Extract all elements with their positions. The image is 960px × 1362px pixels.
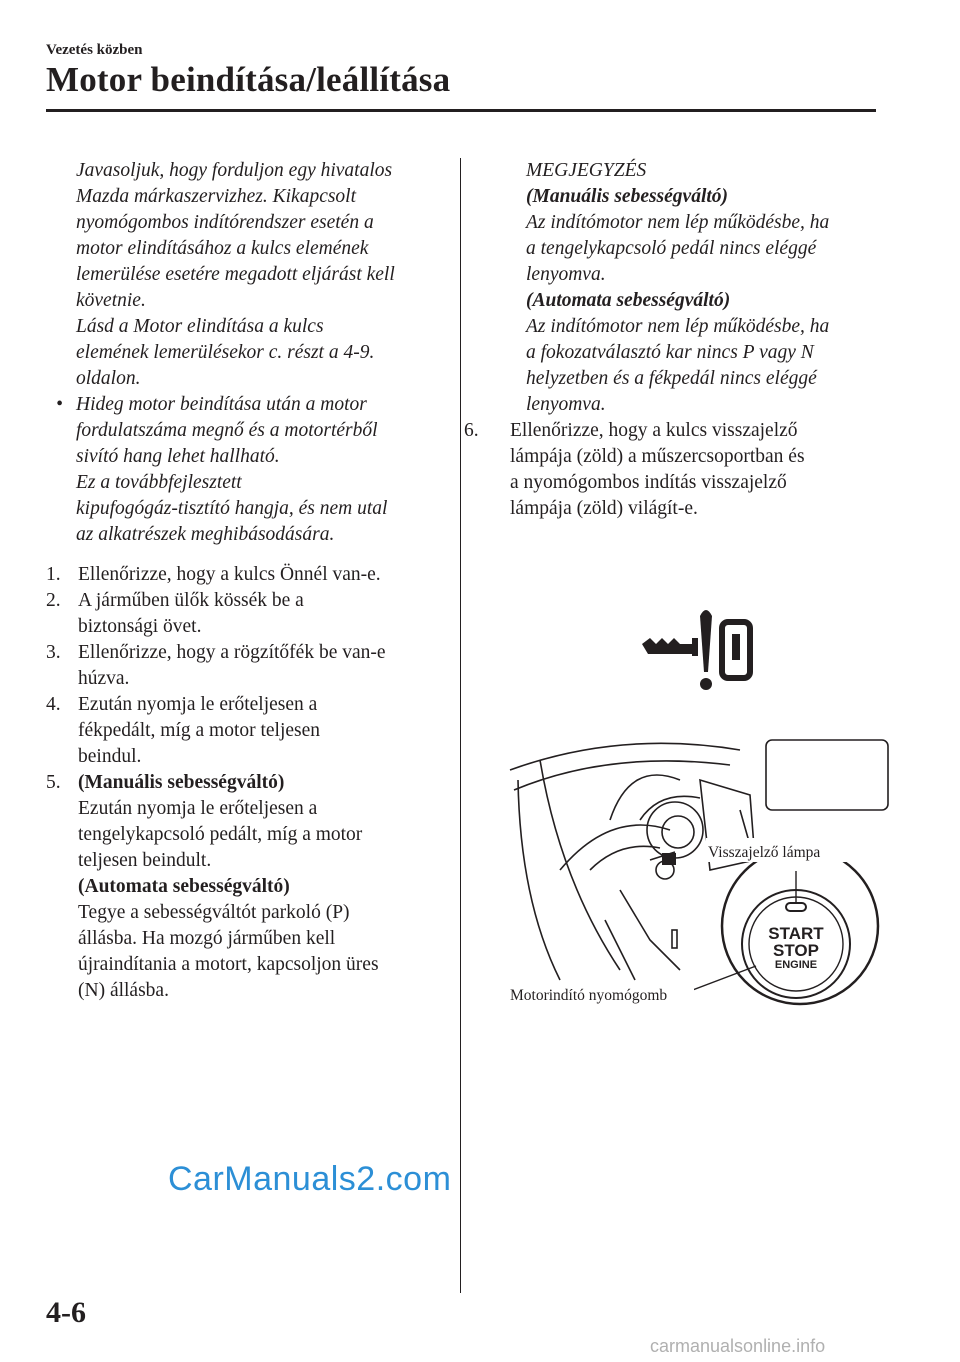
step-line: Tegye a sebességváltót parkoló (P) [78, 902, 350, 923]
bullet-line: fordulatszáma megnő és a motortérből [76, 420, 378, 441]
bullet-line: az alkatrészek meghibásodására. [76, 524, 335, 545]
note-line: nyomógombos indítórendszer esetén a [76, 212, 374, 233]
step-line: (N) állásba. [78, 980, 169, 1001]
engine-button-label: Motorindító nyomógomb [510, 987, 668, 1004]
step-4 [46, 692, 446, 770]
note-line: a fokozatválasztó kar nincs P vagy N [526, 342, 814, 363]
bullet-item [46, 392, 446, 548]
step-6 [464, 418, 886, 522]
note-line: követnie. [76, 290, 146, 311]
step-line: fékpedált, míg a motor teljesen [78, 720, 321, 741]
note-heading: MEGJEGYZÉS [526, 160, 647, 181]
bullet-icon: • [56, 394, 63, 415]
step-line: állásba. Ha mozgó járműben kell [78, 928, 336, 949]
title-rule [46, 109, 876, 112]
note-line: a tengelykapcsoló pedál nincs eléggé [526, 238, 817, 259]
section-label: Vezetés közben [46, 42, 143, 58]
note-line: helyzetben és a fékpedál nincs eléggé [526, 368, 817, 389]
step-2 [46, 588, 446, 640]
note-continuation [46, 158, 446, 392]
bullet-line: Ez a továbbfejlesztett [76, 472, 242, 493]
note-line: motor elindításához a kulcs elemének [76, 238, 369, 259]
left-column [46, 158, 446, 1004]
page-number: 4-6 [46, 1296, 86, 1329]
step-subheading: (Manuális sebességváltó) [78, 772, 285, 793]
step-line: a nyomógombos indítás visszajelző [510, 472, 787, 493]
step-line: biztonsági övet. [78, 616, 202, 637]
step-line: lámpája (zöld) világít-e. [510, 498, 698, 519]
note-line: Lásd a Motor elindítása a kulcs [76, 316, 324, 337]
step-line: Ellenőrizze, hogy a kulcs Önnél van-e. [78, 564, 381, 585]
key-warning-icon [640, 600, 760, 692]
step-5 [46, 770, 446, 1004]
bullet-line: Hideg motor beindítása után a motor [76, 394, 367, 415]
step-line: Ellenőrizze, hogy a rögzítőfék be van-e [78, 642, 386, 663]
column-divider [460, 158, 461, 1293]
bullet-line: sivító hang lehet hallható. [76, 446, 280, 467]
step-1 [46, 562, 446, 588]
note-line: Az indítómotor nem lép működésbe, ha [526, 316, 830, 337]
note-line: lenyomva. [526, 264, 606, 285]
step-line: lámpája (zöld) a műszercsoportban és [510, 446, 805, 467]
note-line: lenyomva. [526, 394, 606, 415]
right-column [464, 158, 886, 522]
step-line: beindul. [78, 746, 142, 767]
step-number: 4. [46, 694, 61, 715]
watermark: CarManuals2.com [168, 1160, 452, 1198]
start-label: START [768, 924, 824, 943]
step-3 [46, 640, 446, 692]
step-line: A járműben ülők kössék be a [78, 590, 304, 611]
note-block [476, 158, 886, 418]
step-number: 1. [46, 564, 61, 585]
step-number: 5. [46, 772, 61, 793]
engine-label: ENGINE [774, 959, 818, 971]
step-line: tengelykapcsoló pedált, míg a motor [78, 824, 363, 845]
step-number: 2. [46, 590, 61, 611]
step-number: 6. [464, 420, 479, 441]
step-line: Ellenőrizze, hogy a kulcs visszajelző [510, 420, 798, 441]
step-line: teljesen beindult. [78, 850, 212, 871]
page-title: Motor beindítása/leállítása [46, 60, 451, 99]
step-line: Ezután nyomja le erőteljesen a [78, 798, 318, 819]
step-line: húzva. [78, 668, 130, 689]
note-line: oldalon. [76, 368, 141, 389]
note-line: Javasoljuk, hogy forduljon egy hivatalos [76, 160, 393, 181]
step-subheading: (Automata sebességváltó) [78, 876, 290, 897]
note-line: elemének lemerülésekor c. részt a 4-9. [76, 342, 375, 363]
indicator-lamp-label: Visszajelző lámpa [708, 844, 821, 861]
note-line: lemerülése esetére megadott eljárást kell [76, 264, 395, 285]
step-line: Ezután nyomja le erőteljesen a [78, 694, 318, 715]
stop-label: STOP [773, 941, 819, 960]
note-subheading: (Automata sebességváltó) [526, 290, 731, 311]
step-line: újraindítania a motort, kapcsoljon üres [78, 954, 379, 975]
figure-labels [500, 836, 880, 1016]
step-number: 3. [46, 642, 61, 663]
note-line: Mazda márkaszervizhez. Kikapcsolt [76, 186, 357, 207]
note-line: Az indítómotor nem lép működésbe, ha [526, 212, 830, 233]
footer-site-link[interactable]: carmanualsonline.info [650, 1336, 826, 1356]
bullet-line: kipufogógáz-tisztító hangja, és nem utal [76, 498, 388, 519]
note-subheading: (Manuális sebességváltó) [526, 186, 729, 207]
